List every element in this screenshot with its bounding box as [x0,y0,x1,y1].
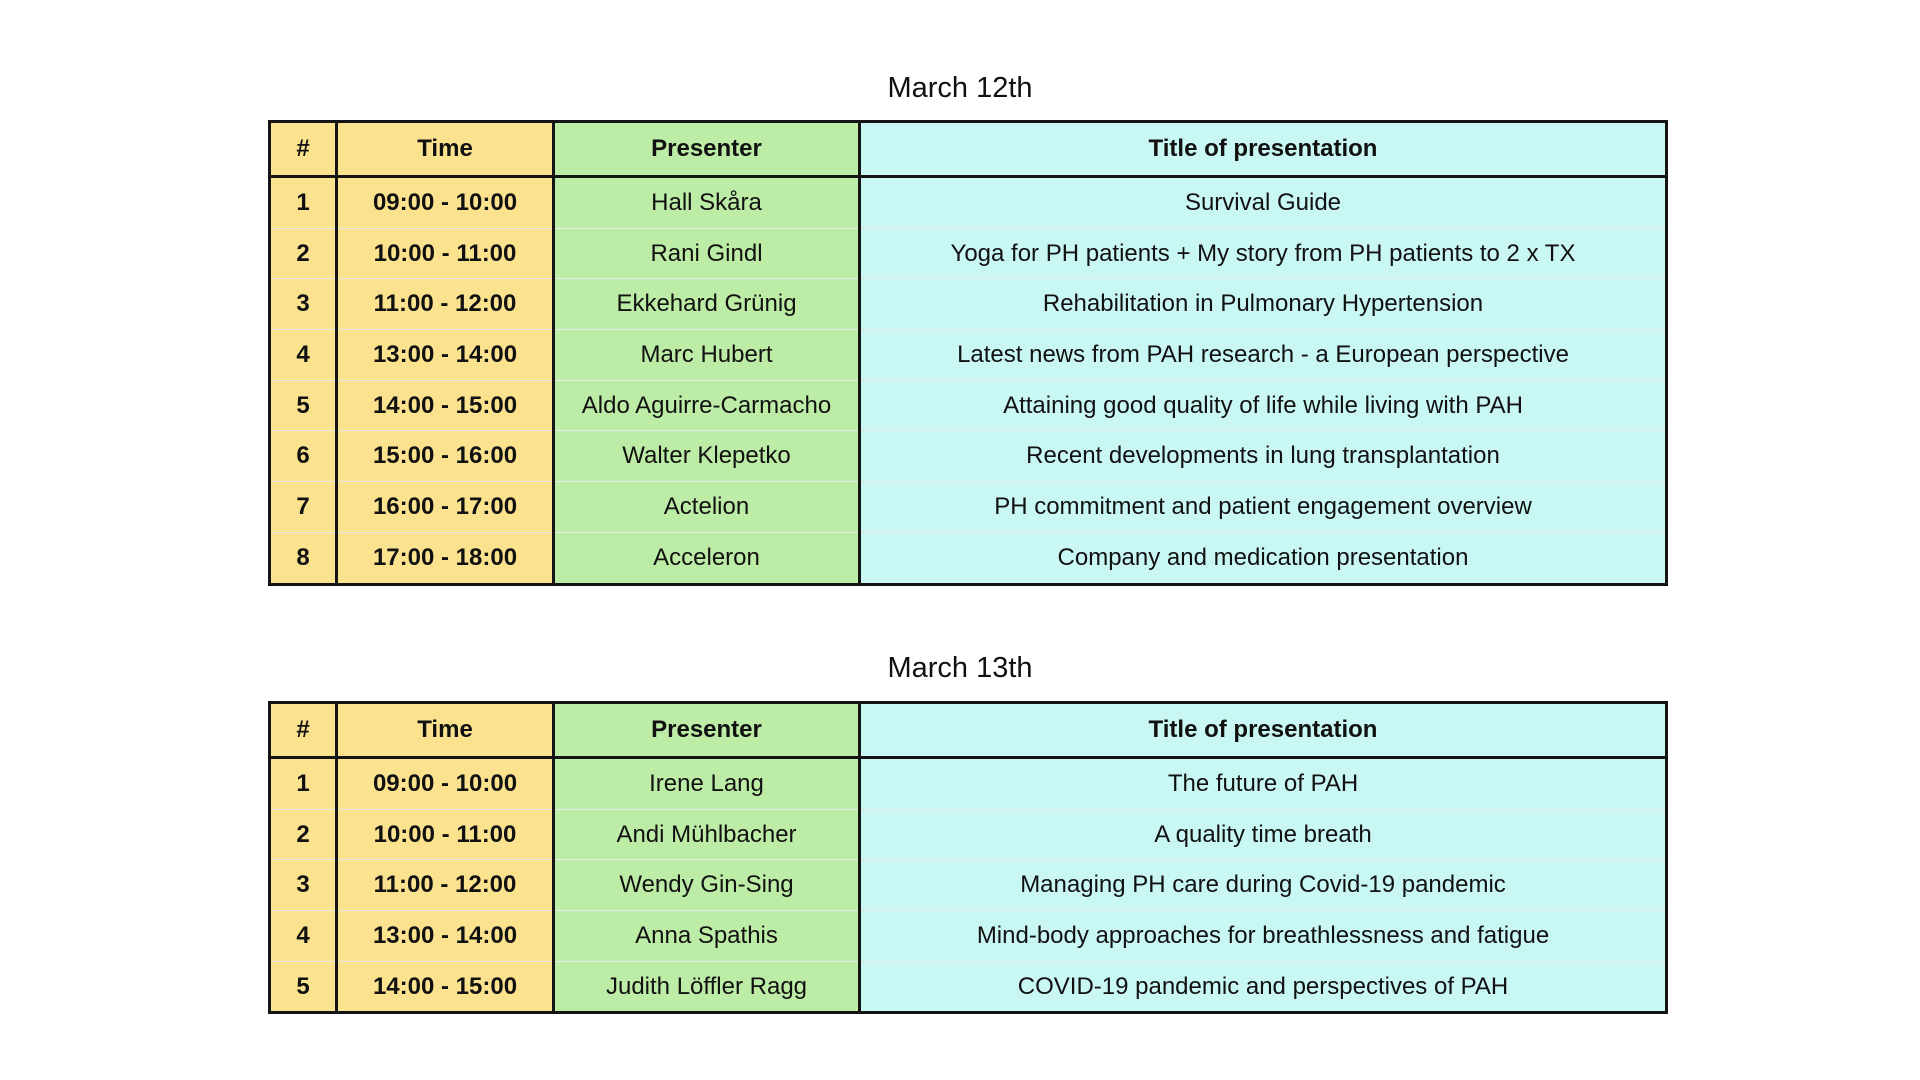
day-title-march-13: March 13th [887,652,1033,684]
row-title: Survival Guide [860,177,1667,229]
row-presenter: Hall Skåra [554,177,860,229]
table-row [270,431,1667,482]
row-time: 14:00 - 15:00 [337,380,554,431]
row-time: 13:00 - 14:00 [337,330,554,381]
row-time: 16:00 - 17:00 [337,482,554,533]
header-title: Title of presentation [860,703,1667,758]
table-row [270,758,1667,810]
row-presenter: Judith Löffler Ragg [554,961,860,1013]
row-number: 4 [270,911,337,962]
table-row [270,532,1667,584]
row-presenter: Wendy Gin-Sing [554,860,860,911]
row-title: A quality time breath [860,809,1667,860]
header-row [270,703,1667,758]
table-row [270,860,1667,911]
table-row [270,911,1667,962]
header-row [270,122,1667,177]
row-title: COVID-19 pandemic and perspectives of PAH [860,961,1667,1013]
row-title: Managing PH care during Covid-19 pandemic [860,860,1667,911]
row-time: 10:00 - 11:00 [337,228,554,279]
row-number: 7 [270,482,337,533]
row-number: 5 [270,380,337,431]
header-time: Time [337,122,554,177]
table-row [270,809,1667,860]
row-number: 5 [270,961,337,1013]
table-row [270,380,1667,431]
row-title: Company and medication presentation [860,532,1667,584]
row-time: 11:00 - 12:00 [337,279,554,330]
header-number: # [270,703,337,758]
row-title: The future of PAH [860,758,1667,810]
row-presenter: Acceleron [554,532,860,584]
row-time: 09:00 - 10:00 [337,177,554,229]
row-time: 17:00 - 18:00 [337,532,554,584]
day-title-march-12: March 12th [887,72,1033,104]
schedule-table-march-12 [268,120,1668,586]
row-number: 4 [270,330,337,381]
table-row [270,279,1667,330]
table-row [270,482,1667,533]
row-number: 2 [270,228,337,279]
row-presenter: Marc Hubert [554,330,860,381]
row-presenter: Irene Lang [554,758,860,810]
row-number: 3 [270,279,337,330]
table-row [270,177,1667,229]
row-time: 10:00 - 11:00 [337,809,554,860]
row-number: 1 [270,758,337,810]
row-number: 6 [270,431,337,482]
header-presenter: Presenter [554,703,860,758]
header-number: # [270,122,337,177]
row-time: 09:00 - 10:00 [337,758,554,810]
row-presenter: Actelion [554,482,860,533]
row-number: 1 [270,177,337,229]
row-title: Yoga for PH patients + My story from PH patients to 2 x TX [860,228,1667,279]
row-number: 8 [270,532,337,584]
row-time: 11:00 - 12:00 [337,860,554,911]
row-presenter: Rani Gindl [554,228,860,279]
table-row [270,961,1667,1013]
row-title: Attaining good quality of life while living with PAH [860,380,1667,431]
row-title: Recent developments in lung transplantation [860,431,1667,482]
header-title: Title of presentation [860,122,1667,177]
row-time: 13:00 - 14:00 [337,911,554,962]
row-presenter: Andi Mühlbacher [554,809,860,860]
header-presenter: Presenter [554,122,860,177]
row-presenter: Aldo Aguirre-Carmacho [554,380,860,431]
table-row [270,330,1667,381]
table-row [270,228,1667,279]
row-title: Rehabilitation in Pulmonary Hypertension [860,279,1667,330]
row-presenter: Ekkehard Grünig [554,279,860,330]
schedule-table-march-13 [268,701,1668,1014]
row-number: 2 [270,809,337,860]
header-time: Time [337,703,554,758]
row-time: 14:00 - 15:00 [337,961,554,1013]
row-number: 3 [270,860,337,911]
row-presenter: Walter Klepetko [554,431,860,482]
row-title: PH commitment and patient engagement overview [860,482,1667,533]
row-title: Mind-body approaches for breathlessness and fatigue [860,911,1667,962]
row-title: Latest news from PAH research - a European perspective [860,330,1667,381]
row-presenter: Anna Spathis [554,911,860,962]
row-time: 15:00 - 16:00 [337,431,554,482]
